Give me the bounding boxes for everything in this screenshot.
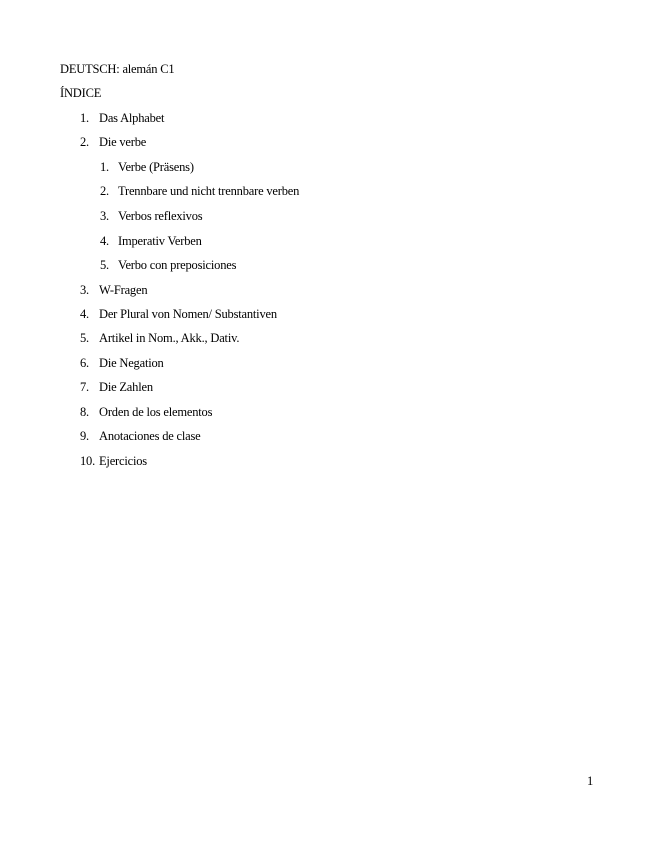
- toc-item-label: Trennbare und nicht trennbare verben: [118, 184, 300, 198]
- toc-subitem: [100, 257, 236, 273]
- toc-item-label: W-Fragen: [99, 283, 148, 297]
- toc-item-label: Die Zahlen: [99, 380, 153, 394]
- toc-subitem: [100, 208, 202, 224]
- toc-item-label: Verbe (Präsens): [118, 160, 194, 174]
- toc-subitem: [100, 233, 202, 249]
- toc-item-label: Imperativ Verben: [118, 234, 202, 248]
- toc-item-label: Artikel in Nom., Akk., Dativ.: [99, 331, 240, 345]
- toc-item: [80, 428, 201, 444]
- toc-item-label: Das Alphabet: [99, 111, 165, 125]
- toc-item: [80, 306, 277, 322]
- toc-item: [80, 282, 147, 298]
- toc-item-number: 5.: [80, 331, 89, 345]
- toc-item: [80, 110, 164, 126]
- toc-subitem: [100, 159, 194, 175]
- index-title: ÍNDICE: [60, 86, 102, 100]
- toc-item-number: 1.: [100, 160, 109, 174]
- toc-item: [80, 453, 147, 469]
- toc-item: [80, 404, 212, 420]
- toc-item: [80, 330, 239, 346]
- document-heading: DEUTSCH: alemán C1: [60, 62, 175, 76]
- toc-item: [80, 379, 153, 395]
- toc-item-number: 8.: [80, 405, 89, 419]
- toc-subitem: [100, 183, 299, 199]
- toc-item-label: Verbo con preposiciones: [118, 258, 237, 272]
- toc-item-number: 7.: [80, 380, 89, 394]
- toc-item-number: 3.: [80, 283, 89, 297]
- toc-item-label: Der Plural von Nomen/ Substantiven: [99, 307, 277, 321]
- toc-item: [80, 134, 146, 150]
- toc-item-label: Die Negation: [99, 356, 164, 370]
- toc-item-number: 1.: [80, 111, 89, 125]
- toc-item-number: 3.: [100, 209, 109, 223]
- toc-item-label: Ejercicios: [99, 454, 147, 468]
- toc-item-label: Orden de los elementos: [99, 405, 213, 419]
- toc-item-label: Verbos reflexivos: [118, 209, 203, 223]
- page-number: 1: [587, 774, 594, 788]
- toc-item-number: 2.: [80, 135, 89, 149]
- toc-item-number: 2.: [100, 184, 109, 198]
- toc-item-number: 10.: [80, 454, 96, 468]
- toc-item-label: Anotaciones de clase: [99, 429, 201, 443]
- toc-item-number: 4.: [100, 234, 109, 248]
- toc-item-number: 9.: [80, 429, 89, 443]
- toc-item-label: Die verbe: [99, 135, 147, 149]
- toc-item: [80, 355, 164, 371]
- toc-item-number: 6.: [80, 356, 89, 370]
- toc-item-number: 4.: [80, 307, 89, 321]
- toc-item-number: 5.: [100, 258, 109, 272]
